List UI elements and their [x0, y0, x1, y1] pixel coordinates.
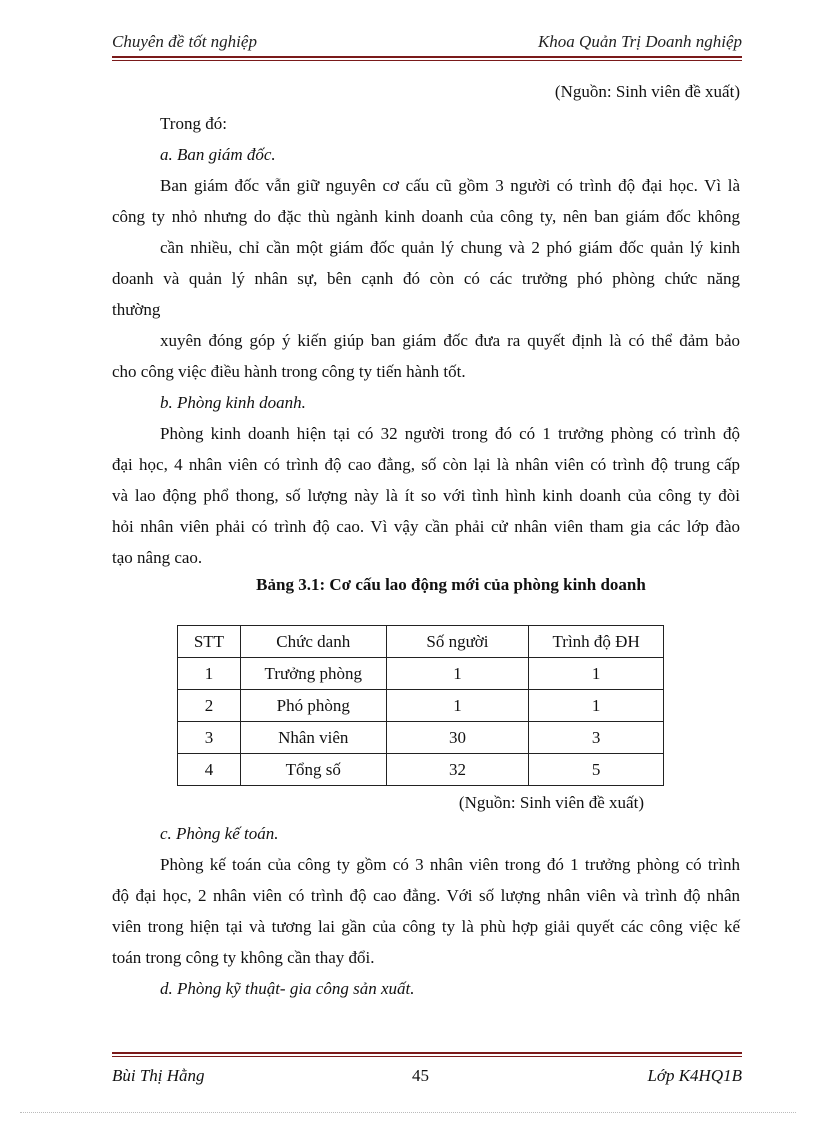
cell-chuc-danh: Phó phòng	[240, 690, 386, 722]
col-header-so-nguoi: Số người	[386, 626, 529, 658]
cell-so-nguoi: 1	[386, 658, 529, 690]
cell-chuc-danh: Tổng số	[240, 754, 386, 786]
cell-stt: 2	[178, 690, 241, 722]
table-header-row	[178, 626, 664, 658]
cell-trinh-do: 5	[529, 754, 664, 786]
para-b-line-2: đại học, 4 nhân viên có trình độ cao đẳng, số còn lại là nhân viên có trình độ trung cấp	[112, 455, 740, 474]
page-footer	[112, 1064, 742, 1088]
cell-so-nguoi: 30	[386, 722, 529, 754]
page-number: 45	[412, 1066, 429, 1085]
cell-trinh-do: 3	[529, 722, 664, 754]
col-header-chuc-danh: Chức danh	[240, 626, 386, 658]
heading-phong-ke-toan: c. Phòng kế toán.	[160, 824, 279, 843]
para-c-line-2: độ đại học, 2 nhân viên có trình độ cao đẳng. Với số lượng nhân viên và trình độ nhân	[112, 886, 740, 905]
cell-trinh-do: 1	[529, 690, 664, 722]
table-title: Bảng 3.1: Cơ cấu lao động mới của phòng kinh doanh	[256, 575, 646, 594]
para-c-line-3: viên trong hiện tại và tương lai gần của công ty là phù hợp giải quyết các công việc kế	[112, 917, 740, 936]
para-a-line-4: doanh và quản lý nhân sự, bên cạnh đó còn có các trưởng phó phòng chức năng	[112, 269, 740, 288]
cell-stt: 1	[178, 658, 241, 690]
table-row	[178, 722, 664, 754]
table-source-note: (Nguồn: Sinh viên đề xuất)	[458, 793, 644, 812]
heading-ban-giam-doc: a. Ban giám đốc.	[160, 145, 276, 164]
table-row	[178, 754, 664, 786]
para-a-line-7: cho công việc điều hành trong công ty tiến hành tốt.	[112, 362, 466, 381]
cell-stt: 4	[178, 754, 241, 786]
cell-so-nguoi: 1	[386, 690, 529, 722]
page-header	[112, 30, 742, 56]
table-row	[178, 690, 664, 722]
para-a-line-2: công ty nhỏ nhưng do đặc thù ngành kinh doanh của công ty, nên ban giám đốc không	[112, 207, 740, 226]
header-right: Khoa Quản Trị Doanh nghiệp	[537, 32, 742, 51]
para-b-line-4: hỏi nhân viên phải có trình độ cao. Vì vậy cần phải cử nhân viên tham gia các lớp đào	[112, 517, 740, 536]
header-left: Chuyên đề tốt nghiệp	[112, 32, 257, 51]
cell-chuc-danh: Nhân viên	[240, 722, 386, 754]
para-b-line-5: tạo nâng cao.	[112, 548, 203, 567]
source-note-top: (Nguồn: Sinh viên đề xuất)	[554, 82, 740, 101]
heading-phong-kinh-doanh: b. Phòng kinh doanh.	[160, 393, 306, 412]
para-b-line-1: Phòng kinh doanh hiện tại có 32 người trong đó có 1 trưởng phòng có trình độ	[160, 424, 740, 443]
cell-trinh-do: 1	[529, 658, 664, 690]
page-bottom-divider	[20, 1112, 796, 1113]
table-row	[178, 658, 664, 690]
staff-structure-table	[177, 625, 664, 786]
footer-class: Lớp K4HQ1B	[647, 1066, 742, 1085]
cell-stt: 3	[178, 722, 241, 754]
para-c-line-4: toán trong công ty không cần thay đổi.	[112, 948, 375, 967]
para-a-line-1: Ban giám đốc vẫn giữ nguyên cơ cấu cũ gồm 3 người có trình độ đại học. Vì là	[160, 176, 740, 195]
trong-do-label: Trong đó:	[160, 114, 227, 133]
footer-author: Bùi Thị Hằng	[112, 1066, 205, 1085]
col-header-trinh-do: Trình độ ĐH	[529, 626, 664, 658]
para-a-line-5: thường	[112, 300, 161, 319]
cell-chuc-danh: Trưởng phòng	[240, 658, 386, 690]
heading-phong-ky-thuat: d. Phòng kỹ thuật- gia công sản xuất.	[160, 979, 415, 998]
cell-so-nguoi: 32	[386, 754, 529, 786]
footer-rule	[112, 1052, 742, 1057]
header-rule	[112, 56, 742, 61]
para-b-line-3: và lao động phổ thong, số lượng này là ít so với tình hình kinh doanh của công ty đòi	[112, 486, 740, 505]
para-a-line-3: cần nhiều, chỉ cần một giám đốc quản lý chung và 2 phó giám đốc quản lý kinh	[160, 238, 740, 257]
col-header-stt: STT	[178, 626, 241, 658]
para-c-line-1: Phòng kế toán của công ty gồm có 3 nhân viên trong đó 1 trưởng phòng có trình	[160, 855, 740, 874]
para-a-line-6: xuyên đóng góp ý kiến giúp ban giám đốc đưa ra quyết định là có thể đảm bảo	[160, 331, 740, 350]
